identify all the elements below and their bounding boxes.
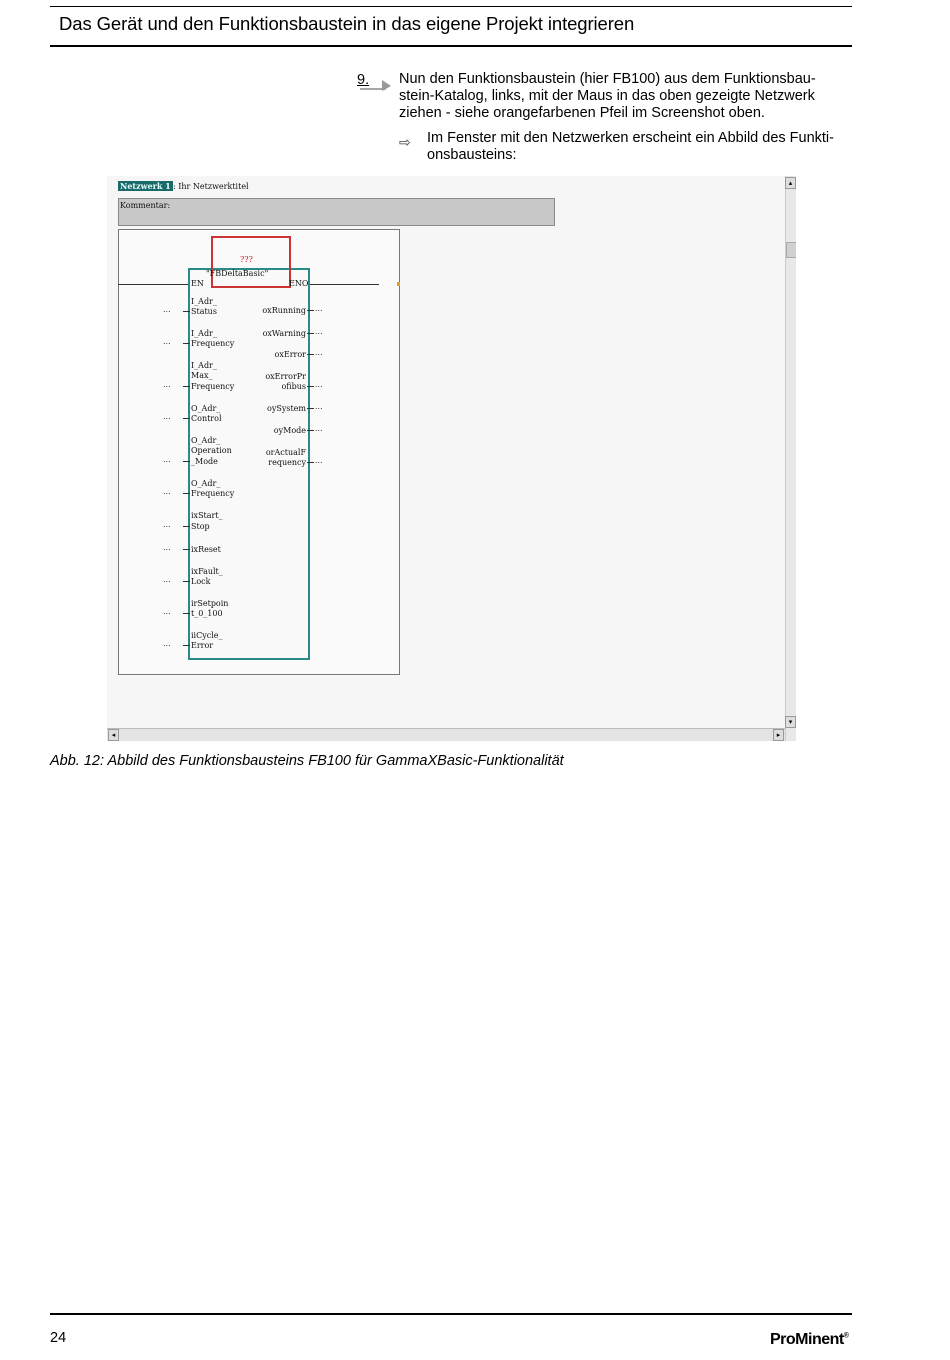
- header-rule-bottom: [50, 45, 852, 47]
- input-pin-label: Frequency: [191, 382, 235, 391]
- input-pin-label: Status: [191, 307, 217, 316]
- input-pin-label: O_Adr_: [191, 436, 221, 445]
- input-placeholder: ...: [163, 487, 171, 496]
- output-pin-label: oyMode: [273, 426, 306, 435]
- header-rule-top: [50, 6, 852, 7]
- screenshot-fb100: [107, 176, 796, 741]
- output-wire: [307, 354, 314, 355]
- input-placeholder: ...: [163, 305, 171, 314]
- input-wire: [183, 581, 190, 582]
- figure-caption: Abb. 12: Abbild des Funktionsbausteins FB100 für GammaXBasic-Funktionalität: [50, 753, 564, 769]
- result-text: Im Fenster mit den Netzwerken erscheint ein Abbild des Funkti-onsbausteins:: [427, 130, 834, 163]
- input-pin-label: Lock: [191, 577, 211, 586]
- comment-box: [118, 198, 555, 226]
- input-placeholder: ...: [163, 639, 171, 648]
- input-wire: [183, 386, 190, 387]
- step-text: Nun den Funktionsbaustein (hier FB100) aus dem Funktionsbau-stein-Katalog, links, mit der Maus in das oben gezeigte Netzwerk ziehen - siehe orangefarbenen Pfeil im Screenshot oben.: [399, 71, 816, 121]
- input-placeholder: ...: [163, 543, 171, 552]
- output-pin-label: oxRunning: [262, 306, 306, 315]
- output-placeholder: ...: [315, 456, 323, 465]
- output-pin-label: oySystem: [267, 404, 306, 413]
- scroll-up-button[interactable]: ▴: [785, 177, 796, 189]
- output-placeholder: ...: [315, 304, 323, 313]
- input-pin-label: Operation: [191, 446, 232, 455]
- step-arrow-icon: [360, 78, 392, 92]
- output-pin-label: orActualF: [265, 448, 306, 457]
- en-pin: EN: [191, 279, 204, 288]
- input-pin-label: iiCycle_: [191, 631, 223, 640]
- input-placeholder: ...: [163, 575, 171, 584]
- horizontal-scrollbar[interactable]: [107, 728, 785, 741]
- vertical-scroll-thumb[interactable]: [786, 242, 796, 258]
- logo-mark: ®: [843, 1332, 849, 1340]
- input-pin-label: I_Adr_: [191, 329, 217, 338]
- output-pin-label: oxError: [274, 350, 306, 359]
- comment-label: Kommentar:: [120, 201, 171, 210]
- output-placeholder: ...: [315, 327, 323, 336]
- input-wire: [183, 526, 190, 527]
- input-pin-label: ixFault_: [191, 567, 223, 576]
- instance-placeholder: ???: [240, 255, 253, 264]
- scroll-down-button[interactable]: ▾: [785, 716, 796, 728]
- page-title: Das Gerät und den Funktionsbaustein in das eigene Projekt integrieren: [59, 13, 635, 34]
- input-wire: [183, 343, 190, 344]
- input-pin-label: t_0_100: [191, 609, 223, 618]
- output-wire: [307, 462, 314, 463]
- output-placeholder: ...: [315, 380, 323, 389]
- fb-name: "FBDeltaBasic": [206, 269, 269, 278]
- input-pin-label: Stop: [191, 522, 210, 531]
- input-pin-label: _Mode: [191, 457, 218, 466]
- prominent-logo: [770, 1331, 848, 1349]
- input-pin-label: Control: [191, 414, 222, 423]
- input-wire: [183, 613, 190, 614]
- input-pin-label: irSetpoin: [191, 599, 229, 608]
- input-pin-label: ixStart_: [191, 511, 223, 520]
- output-wire: [307, 333, 314, 334]
- input-pin-label: Error: [191, 641, 214, 650]
- input-placeholder: ...: [163, 520, 171, 529]
- output-placeholder: ...: [315, 402, 323, 411]
- page-number: 24: [50, 1330, 67, 1346]
- input-pin-label: O_Adr_: [191, 404, 221, 413]
- input-placeholder: ...: [163, 455, 171, 464]
- footer-rule: [50, 1313, 852, 1315]
- output-pin-label: oxWarning: [262, 329, 306, 338]
- input-placeholder: ...: [163, 412, 171, 421]
- drop-marker: [397, 282, 400, 286]
- input-placeholder: ...: [163, 380, 171, 389]
- logo-text: ProMinent: [770, 1331, 844, 1348]
- input-wire: [183, 549, 190, 550]
- output-wire: [307, 386, 314, 387]
- vertical-scrollbar[interactable]: [785, 176, 796, 741]
- output-wire: [307, 310, 314, 311]
- output-wire: [307, 408, 314, 409]
- input-placeholder: ...: [163, 337, 171, 346]
- input-wire: [183, 461, 190, 462]
- network-title: : Ihr Netzwerktitel: [173, 182, 249, 191]
- input-placeholder: ...: [163, 607, 171, 616]
- input-pin-label: I_Adr_: [191, 361, 217, 370]
- input-wire: [183, 311, 190, 312]
- output-pin-label: ofibus: [281, 382, 306, 391]
- input-pin-label: I_Adr_: [191, 297, 217, 306]
- input-pin-label: Max_: [191, 371, 213, 380]
- input-wire: [183, 418, 190, 419]
- input-pin-label: Frequency: [191, 339, 235, 348]
- output-placeholder: ...: [315, 424, 323, 433]
- scroll-left-button[interactable]: ◂: [108, 729, 119, 741]
- scroll-right-button[interactable]: ▸: [773, 729, 784, 741]
- eno-pin: ENO: [289, 279, 309, 288]
- result-arrow-icon: ⇨: [399, 134, 411, 150]
- input-pin-label: ixReset: [191, 545, 221, 554]
- output-pin-label: oxErrorPr: [265, 372, 306, 381]
- input-wire: [183, 493, 190, 494]
- network-tag: Netzwerk 1: [120, 181, 171, 191]
- output-placeholder: ...: [315, 348, 323, 357]
- output-pin-label: requency: [268, 458, 306, 467]
- output-wire: [307, 430, 314, 431]
- input-pin-label: O_Adr_: [191, 479, 221, 488]
- input-wire: [183, 645, 190, 646]
- step-number: 9.: [357, 72, 370, 88]
- input-pin-label: Frequency: [191, 489, 235, 498]
